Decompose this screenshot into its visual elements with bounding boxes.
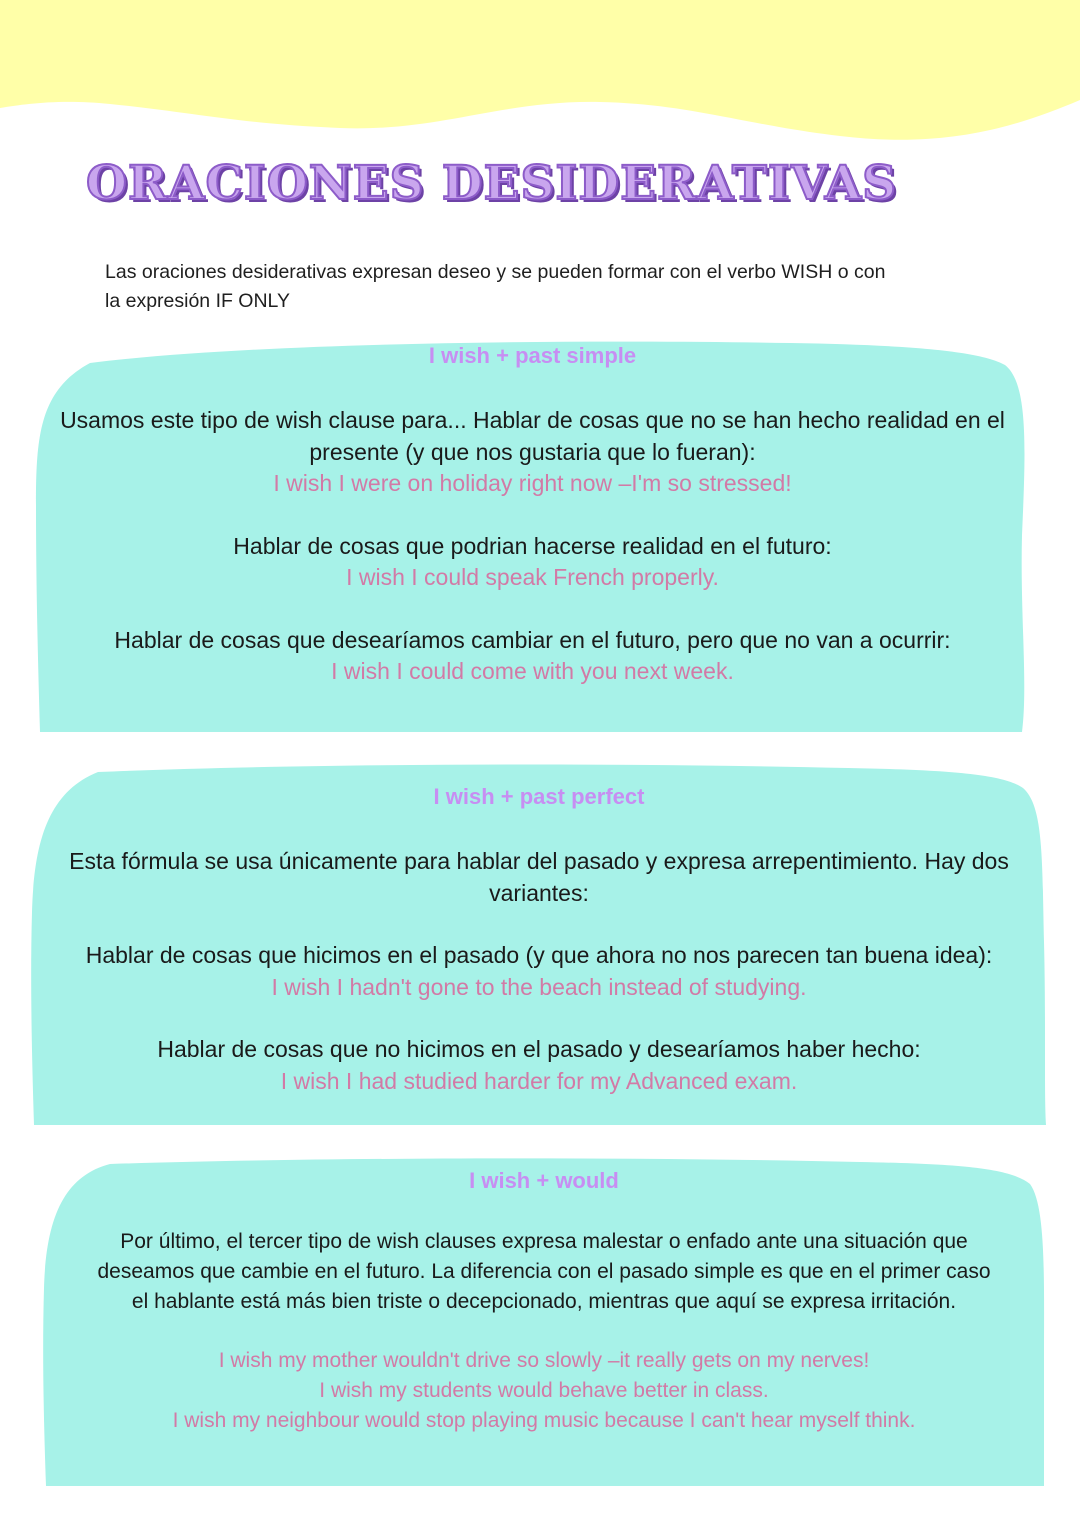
section-text: Hablar de cosas que no hicimos en el pasado y desearíamos haber hecho: xyxy=(157,1036,921,1062)
example-sentence: I wish my neighbour would stop playing music because I can't hear myself think. xyxy=(172,1409,916,1432)
intro-line: Las oraciones desiderativas expresan deseo y se pueden formar con el verbo WISH o con xyxy=(105,261,886,283)
top-wave-decoration xyxy=(0,0,1080,150)
section-text: el hablante está más bien triste o decepcionado, mientras que aquí se expresa irritación. xyxy=(131,1290,957,1313)
section-text: Hablar de cosas que desearíamos cambiar en el futuro, pero que no van a ocurrir: xyxy=(114,626,951,653)
example-sentence: I wish I had studied harder for my Advanced exam. xyxy=(280,1067,798,1094)
section-text: Por último, el tercer tipo de wish clauses expresa malestar o enfado ante una situación que xyxy=(120,1230,968,1253)
example-sentence: I wish I were on holiday right now –I'm so stressed! xyxy=(273,470,792,496)
section-text: Esta fórmula se usa únicamente para hablar del pasado y expresa arrepentimiento. Hay dos xyxy=(69,848,1009,874)
section-text: Hablar de cosas que hicimos en el pasado (y que ahora no nos parecen tan buena idea): xyxy=(85,942,993,968)
section-heading: I wish + past perfect xyxy=(433,784,645,809)
past-simple-card xyxy=(30,335,1035,735)
example-sentence: I wish my students would behave better in class. xyxy=(319,1379,769,1402)
past-perfect-card xyxy=(28,762,1050,1128)
section-text: deseamos que cambie en el futuro. La diferencia con el pasado simple es que en el primer caso xyxy=(97,1260,991,1283)
example-sentence: I wish my mother wouldn't drive so slowly –it really gets on my nerves! xyxy=(218,1349,870,1372)
section-text: variantes: xyxy=(489,879,589,906)
section-text: Hablar de cosas que podrian hacerse realidad en el futuro: xyxy=(233,532,832,559)
intro-paragraph xyxy=(105,258,965,316)
section-heading: I wish + would xyxy=(469,1168,619,1193)
would-card xyxy=(40,1158,1048,1488)
example-sentence: I wish I could speak French properly. xyxy=(346,564,719,590)
section-text: Usamos este tipo de wish clause para... Hablar de cosas que no se han hecho realidad en el xyxy=(60,407,1005,433)
intro-line: la expresión IF ONLY xyxy=(105,290,290,312)
example-sentence: I wish I could come with you next week. xyxy=(331,658,734,684)
section-heading: I wish + past simple xyxy=(428,343,637,368)
example-sentence: I wish I hadn't gone to the beach instead of studying. xyxy=(271,973,807,1000)
page-title: ORACIONES DESIDERATIVAS xyxy=(86,156,898,211)
section-text: presente (y que nos gustaria que lo fueran): xyxy=(309,438,756,465)
